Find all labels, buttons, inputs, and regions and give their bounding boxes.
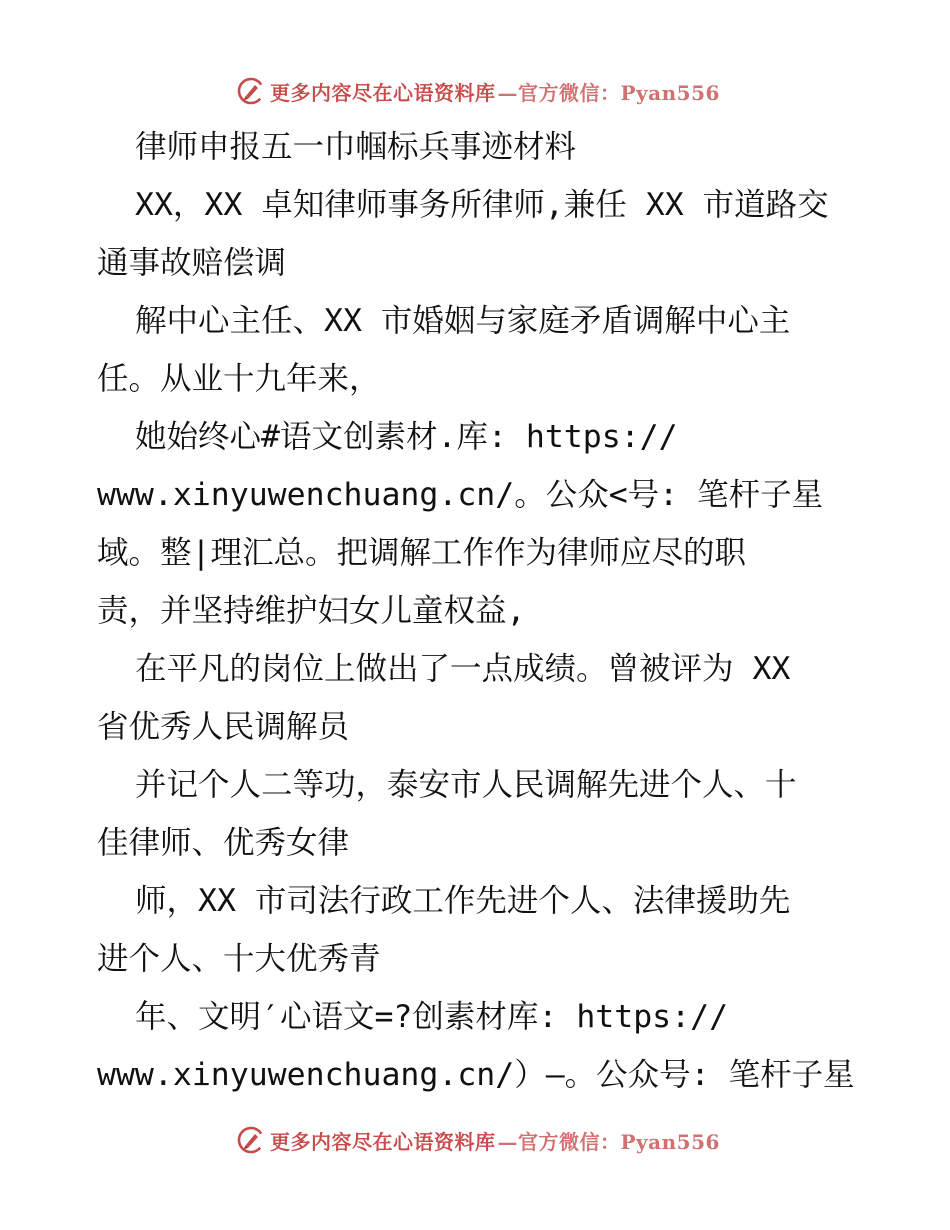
- header-banner: [236, 71, 720, 111]
- paragraph-line: 通事故赔偿调: [97, 245, 287, 281]
- paragraph-line: 任。从业十九年来，: [97, 361, 381, 397]
- paragraph-line: 年、文明′心语文=?创素材库: https://: [135, 999, 729, 1035]
- paragraph-line: www.xinyuwenchuang.cn/）—。公众号: 笔杆子星: [97, 1057, 855, 1093]
- document-body: [97, 118, 867, 1104]
- banner-title: 更多内容尽在心语资料库: [270, 80, 496, 105]
- document-title: 律师申报五一巾帼标兵事迹材料: [135, 129, 577, 165]
- paragraph-line: 在平凡的岗位上做出了一点成绩。曾被评为 XX: [135, 651, 791, 687]
- paragraph-line: 并记个人二等功，泰安市人民调解先进个人、十: [135, 767, 797, 803]
- paragraph-line: 师，XX 市司法行政工作先进个人、法律援助先: [135, 883, 791, 919]
- paragraph-line: 她始终心#语文创素材.库: https://: [135, 419, 678, 455]
- paragraph-line: 进个人、十大优秀青: [97, 941, 381, 977]
- paragraph-line: 责，并坚持维护妇女儿童权益,: [97, 593, 526, 629]
- banner-text: [270, 1126, 720, 1155]
- pen-circle-logo-icon: [236, 76, 266, 106]
- paragraph-line: 省优秀人民调解员: [97, 709, 350, 745]
- banner-text: [270, 77, 720, 106]
- paragraph-line: www.xinyuwenchuang.cn/。公众<号: 笔杆子星: [97, 477, 824, 513]
- footer-banner: [236, 1120, 720, 1160]
- paragraph-line: 域。整|理汇总。把调解工作作为律师应尽的职: [97, 535, 746, 571]
- banner-contact: —官方微信：Pyan556: [497, 1129, 720, 1154]
- paragraph-line: XX，XX 卓知律师事务所律师,兼任 XX 市道路交: [135, 187, 829, 223]
- paragraph-line: 解中心主任、XX 市婚姻与家庭矛盾调解中心主: [135, 303, 791, 339]
- banner-title: 更多内容尽在心语资料库: [270, 1129, 496, 1154]
- pen-circle-logo-icon: [236, 1125, 266, 1155]
- banner-contact: —官方微信：Pyan556: [497, 80, 720, 105]
- paragraph-line: 佳律师、优秀女律: [97, 825, 350, 861]
